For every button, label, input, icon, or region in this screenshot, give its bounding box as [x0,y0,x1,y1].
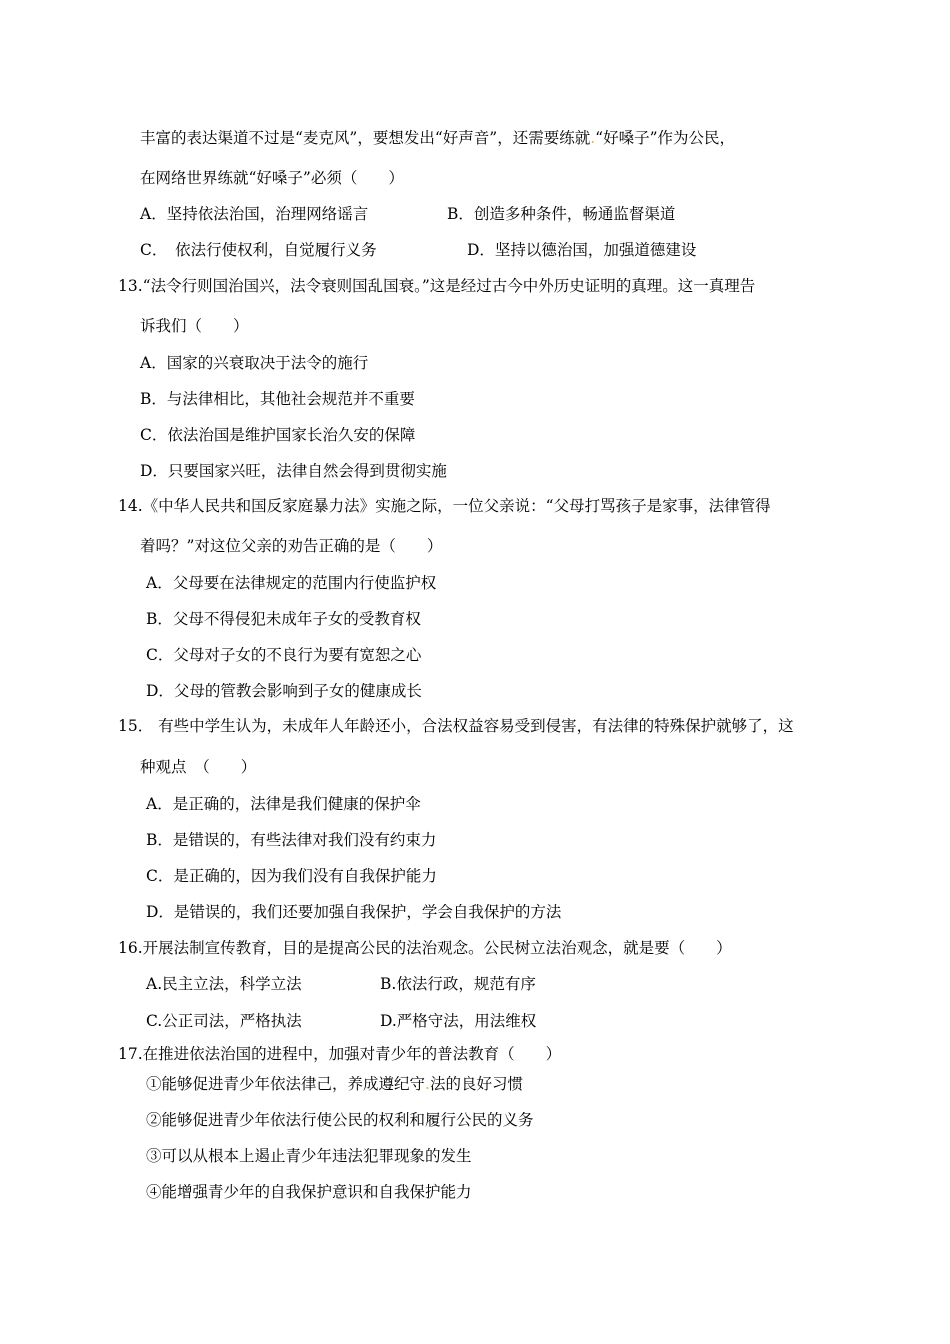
q14-stem-line2: 着吗？”对这位父亲的劝告正确的是（ ） [140,537,443,555]
q15-option-b[interactable]: B．是错误的，有些法律对我们没有约束力 [146,831,437,849]
q15-stem-line2: 种观点 （ ） [140,758,257,776]
q15-option-d[interactable]: D．是错误的，我们还要加强自我保护，学会自我保护的方法 [146,903,562,921]
q17-item-1-mark: . [425,1075,430,1093]
q16-option-c[interactable]: C.公正司法，严格执法 [146,1012,302,1030]
q13-option-c[interactable]: C．依法治国是维护国家长治久安的保障 [140,426,416,444]
q16-option-b[interactable]: B.依法行政，规范有序 [380,975,536,993]
q12-stem-tail: “好嗓子”作为公民， [595,129,735,147]
q12-option-b[interactable]: B．创造多种条件，畅通监督渠道 [447,205,676,223]
q17-item-4[interactable]: ④能增强青少年的自我保护意识和自我保护能力 [146,1183,472,1201]
q14-stem-line1: 14.《中华人民共和国反家庭暴力法》实施之际，一位父亲说：“父母打骂孩子是家事，法律管得 [118,497,771,515]
q12-stem-text: 丰富的表达渠道不过是“麦克风”，要想发出“好声音”，还需要练就 [140,129,591,147]
q13-option-b[interactable]: B．与法律相比，其他社会规范并不重要 [140,390,415,408]
q17-item-1[interactable] [146,1074,523,1094]
q14-option-d[interactable]: D．父母的管教会影响到子女的健康成长 [146,682,422,700]
q17-item-1-text-a: ①能够促进青少年依法律己，养成遵纪守 [146,1075,426,1093]
q17-item-1-text-b: 法的良好习惯 [429,1075,523,1093]
q15-stem-line1: 15． 有些中学生认为，未成年人年龄还小，合法权益容易受到侵害，有法律的特殊保护就够了，这 [118,717,794,735]
q12-stem-line2: 在网络世界练就“好嗓子”必须（ ） [140,169,404,187]
q13-option-d[interactable]: D．只要国家兴旺，法律自然会得到贯彻实施 [140,462,447,480]
q16-stem: 16.开展法制宣传教育，目的是提高公民的法治观念。公民树立法治观念，就是要（ ） [118,939,732,957]
q17-stem: 17.在推进依法治国的进程中，加强对青少年的普法教育（ ） [118,1045,562,1063]
q14-option-a[interactable]: A．父母要在法律规定的范围内行使监护权 [146,574,437,592]
q12-option-a[interactable]: A．坚持依法治国，治理网络谣言 [140,205,369,223]
q16-option-d[interactable]: D.严格守法，用法维权 [380,1012,537,1030]
q13-stem-line2: 诉我们（ ） [140,317,249,335]
q13-stem-line1: 13.“法令行则国治国兴，法令衰则国乱国衰。”这是经过古今中外历史证明的真理。这一真理告 [118,277,756,295]
q12-stem-mark: . [590,129,596,147]
q14-option-c[interactable]: C．父母对子女的不良行为要有宽恕之心 [146,646,422,664]
q13-option-a[interactable]: A．国家的兴衰取决于法令的施行 [140,354,369,372]
q14-option-b[interactable]: B．父母不得侵犯未成年子女的受教育权 [146,610,421,628]
q15-option-c[interactable]: C．是正确的，因为我们没有自我保护能力 [146,867,437,885]
q16-option-a[interactable]: A.民主立法，科学立法 [146,975,302,993]
q17-item-3[interactable]: ③可以从根本上遏止青少年违法犯罪现象的发生 [146,1147,472,1165]
q12-option-c[interactable]: C． 依法行使权利，自觉履行义务 [140,241,377,259]
q12-stem-line1 [140,128,735,148]
q17-item-2[interactable]: ②能够促进青少年依法行使公民的权利和履行公民的义务 [146,1111,534,1129]
q15-option-a[interactable]: A．是正确的，法律是我们健康的保护伞 [146,795,421,813]
q12-option-d[interactable]: D．坚持以德治国，加强道德建设 [467,241,697,259]
